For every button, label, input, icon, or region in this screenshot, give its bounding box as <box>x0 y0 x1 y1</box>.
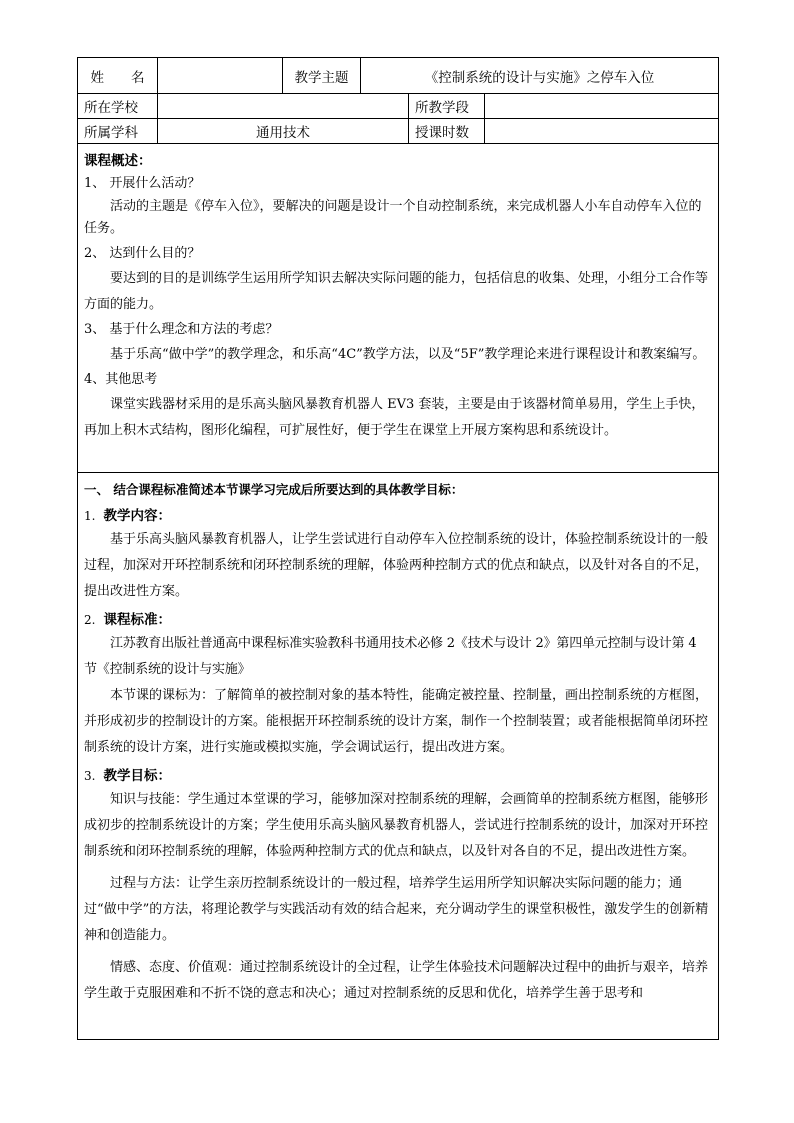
overview-cell <box>78 144 719 473</box>
school-value-cell[interactable] <box>158 94 409 119</box>
objectives-cell <box>78 473 719 1040</box>
overview-answer-4: 课堂实践器材采用的是乐高头脑风暴教育机器人 EV3 套装，主要是由于该器材简单易用，学生上手快，再加上积木式结构，图形化编程，可扩展性好，便于学生在课堂上开展方案构思和系统设计。 <box>84 397 705 438</box>
overview-answer-1: 活动的主题是《停车入位》，要解决的问题是设计一个自动控制系统，来完成机器人小车自动停车入位的任务。 <box>84 199 702 236</box>
standard-paragraph-2: 本节课的课标为：了解简单的被控制对象的基本特性，能确定被控量、控制量，画出控制系统的方框图，并形成初步的控制设计的方案。能根据开环控制系统的设计方案，制作一个控制装置；或者能根据简单闭环控制系统的设计方案，进行实施或模拟实施，学会调试运行，提出改进方案。 <box>84 688 709 755</box>
goals-title: 教学目标： <box>103 768 171 784</box>
content-paragraph: 基于乐高头脑风暴教育机器人，让学生尝试进行自动停车入位控制系统的设计，体验控制系统设计的一般过程，加深对开环控制系统和闭环控制系统的理解，体验两种控制方式的优点和缺点，以及针对各自的不足，提出改进性方案。 <box>84 532 709 599</box>
header-row-1 <box>78 58 719 94</box>
goals-number: 3. <box>84 769 96 783</box>
goals-attitude-paragraph: 情感、态度、价值观：通过控制系统设计的全过程，让学生体验技术问题解决过程中的曲折与艰辛，培养学生敢于克服困难和不折不饶的意志和决心；通过对控制系统的反思和优化，培养学生善于思考和 <box>84 960 709 1001</box>
hours-label: 授课时数 <box>409 119 485 144</box>
goals-heading <box>84 765 712 787</box>
content-title: 教学内容： <box>103 508 171 524</box>
topic-label: 教学主题 <box>283 58 361 94</box>
school-label: 所在学校 <box>78 94 158 119</box>
overview-question-4: 4、其他思考 <box>84 372 158 387</box>
overview-question-3: 3、 基于什么理念和方法的考虑？ <box>84 322 279 337</box>
name-label: 姓 名 <box>78 58 158 94</box>
stage-label: 所教学段 <box>409 94 485 119</box>
overview-question-1: 1、 开展什么活动？ <box>84 176 201 191</box>
goals-process-paragraph: 过程与方法：让学生亲历控制系统设计的一般过程，培养学生运用所学知识解决实际问题的能力；通过“做中学”的方法，将理论教学与实践活动有效的结合起来，充分调动学生的课堂积极性，激发学生的创新精神和创造能力。 <box>84 876 709 943</box>
header-row-2 <box>78 94 719 119</box>
topic-value: 《控制系统的设计与实施》之停车入位 <box>361 58 719 94</box>
overview-row <box>78 144 719 473</box>
standard-paragraph-1: 江苏教育出版社普通高中课程标准实验教科书通用技术必修 2《技术与设计 2》第四单元控制与设计第 4 节《控制系统的设计与实施》 <box>84 636 697 677</box>
content-heading <box>84 505 712 527</box>
header-row-3 <box>78 119 719 144</box>
stage-value-cell[interactable] <box>485 94 719 119</box>
subject-value: 通用技术 <box>158 119 409 144</box>
goals-knowledge-paragraph: 知识与技能：学生通过本堂课的学习，能够加深对控制系统的理解，会画简单的控制系统方框图，能够形成初步的控制系统设计的方案；学生使用乐高头脑风暴教育机器人，尝试进行控制系统的设计，加深对开环控制系统和闭环控制系统的理解，体验两种控制方式的优点和缺点，以及针对各自的不足，提出改进性方案。 <box>84 792 709 859</box>
name-value-cell[interactable] <box>158 58 283 94</box>
overview-answer-3: 基于乐高“做中学”的教学理念，和乐高“4C”教学方法，以及“5F”教学理论来进行课程设计和教案编写。 <box>110 347 706 362</box>
content-number: 1. <box>84 509 96 523</box>
hours-value-cell[interactable] <box>485 119 719 144</box>
standard-title: 课程标准： <box>103 612 171 628</box>
overview-answer-2: 要达到的目的是训练学生运用所学知识去解决实际问题的能力，包括信息的收集、处理，小组分工合作等方面的能力。 <box>84 271 709 312</box>
standard-heading <box>84 609 712 631</box>
lesson-plan-table <box>77 57 719 1040</box>
standard-number: 2. <box>84 613 96 627</box>
subject-label: 所属学科 <box>78 119 158 144</box>
objectives-section-title: 一、 结合课程标准简述本节课学习完成后所要达到的具体教学目标： <box>84 482 464 497</box>
overview-question-2: 2、 达到什么目的？ <box>84 246 201 261</box>
objectives-row <box>78 473 719 1040</box>
overview-title: 课程概述： <box>84 153 152 169</box>
